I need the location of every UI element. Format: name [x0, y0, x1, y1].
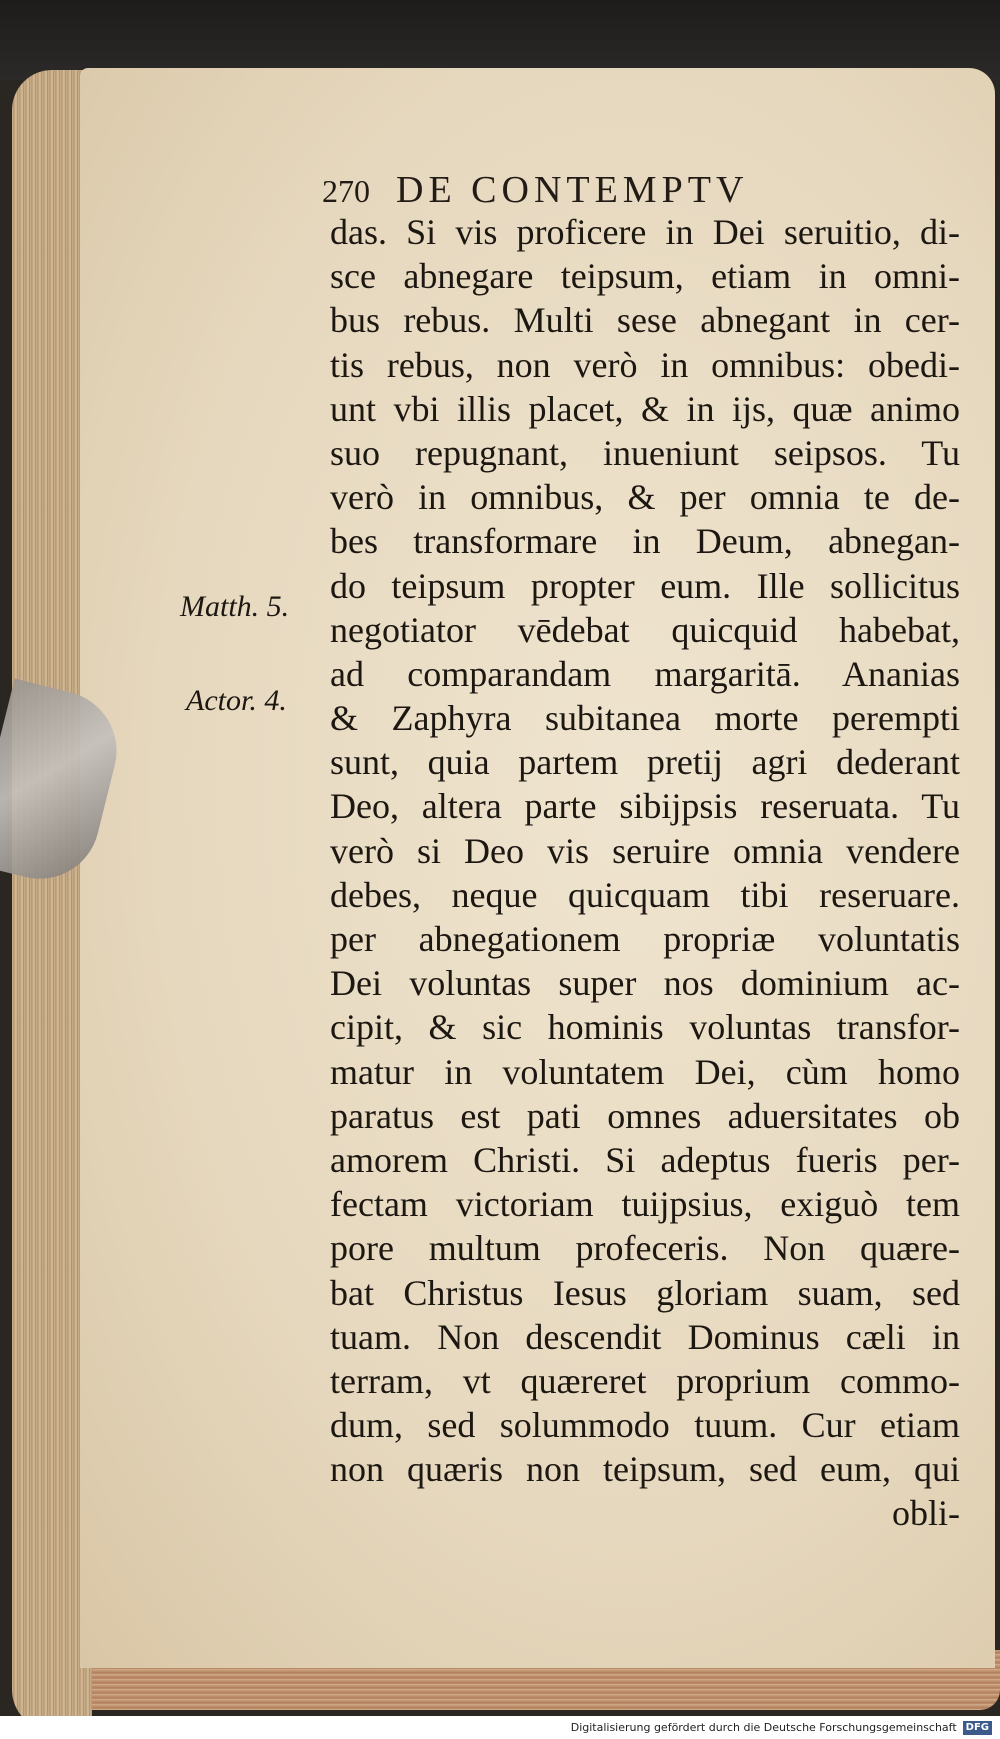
- text-line: bat Christus Iesus gloriam suam, sed: [330, 1272, 960, 1313]
- text-line: sunt, quia partem pretij agri dederant: [330, 742, 960, 783]
- catchword: obli-: [892, 1493, 960, 1534]
- text-line: tis rebus, non verò in omnibus: obedi-: [330, 344, 960, 385]
- text-line: sce abnegare teipsum, etiam in omni-: [330, 256, 960, 297]
- text-line: verò in omnibus, & per omnia te de-: [330, 477, 960, 518]
- text-line: bes transformare in Deum, abnegan-: [330, 521, 960, 562]
- text-line: bus rebus. Multi sese abnegant in cer-: [330, 300, 960, 341]
- body-text: [330, 210, 960, 1536]
- footer-bar: [0, 1716, 1000, 1739]
- text-line: & Zaphyra subitanea morte perempti: [330, 698, 960, 739]
- text-line: verò si Deo vis seruire omnia vendere: [330, 830, 960, 871]
- text-line: Deo, altera parte sibijpsis reseruata. Tu: [330, 786, 960, 827]
- margin-note-matthew: Matth. 5.: [180, 590, 290, 623]
- text-line: terram, vt quæreret proprium commo-: [330, 1360, 960, 1401]
- text-line: unt vbi illis placet, & in ijs, quæ animo: [330, 388, 960, 429]
- running-title: DE CONTEMPTV: [396, 169, 749, 211]
- text-line: do teipsum propter eum. Ille sollicitus: [330, 565, 960, 606]
- text-line: ad comparandam margaritā. Ananias: [330, 653, 960, 694]
- text-line: debes, neque quicquam tibi reseruare.: [330, 874, 960, 915]
- text-line: cipit, & sic hominis voluntas transfor-: [330, 1007, 960, 1048]
- text-line: pore multum profeceris. Non quære-: [330, 1228, 960, 1269]
- text-line: Dei voluntas super nos dominium ac-: [330, 963, 960, 1004]
- text-line: suo repugnant, inueniunt seipsos. Tu: [330, 432, 960, 473]
- text-line: per abnegationem propriæ voluntatis: [330, 919, 960, 959]
- text-line: negotiator vēdebat quicquid habebat,: [330, 609, 960, 650]
- funding-credit: Digitalisierung gefördert durch die Deutsche Forschungsgemeinschaft: [570, 1721, 957, 1734]
- text-line: dum, sed solummodo tuum. Cur etiam: [330, 1405, 960, 1446]
- dfg-logo-icon: DFG: [963, 1721, 992, 1735]
- text-line: matur in voluntatem Dei, cùm homo: [330, 1051, 960, 1092]
- text-line: tuam. Non descendit Dominus cæli in: [330, 1316, 960, 1357]
- text-line: paratus est pati omnes aduersitates ob: [330, 1095, 960, 1136]
- text-line: amorem Christi. Si adeptus fueris per-: [330, 1139, 960, 1180]
- text-line: non quæris non teipsum, sed eum, qui: [330, 1449, 960, 1490]
- page-number: 270: [322, 173, 370, 209]
- page-header: [322, 168, 748, 212]
- margin-note-acts: Actor. 4.: [186, 684, 287, 717]
- text-line: das. Si vis proficere in Dei seruitio, di-: [330, 212, 960, 252]
- text-line: fectam victoriam tuijpsius, exiguò tem: [330, 1184, 960, 1225]
